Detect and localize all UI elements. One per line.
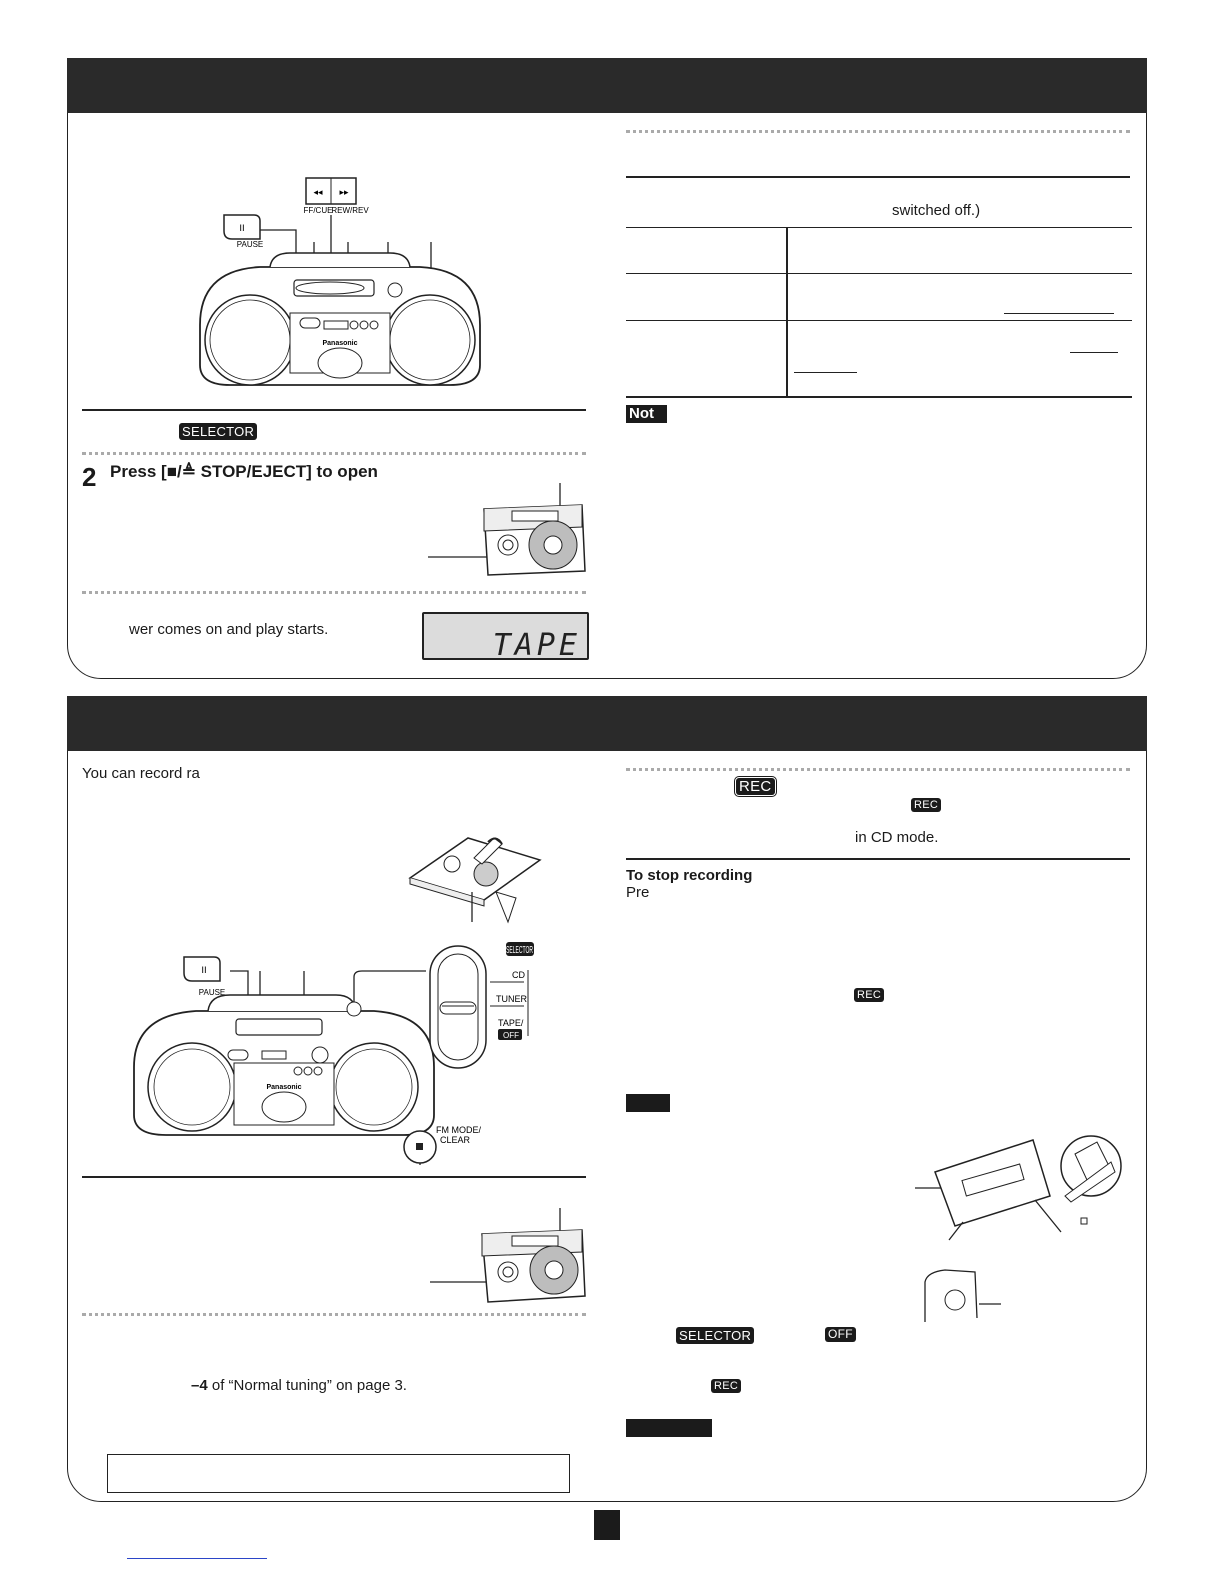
step-3-text: wer comes on and play starts. xyxy=(129,621,329,638)
table-top-rule xyxy=(626,176,1130,178)
rec-badge-small: REC xyxy=(911,798,941,812)
svg-text:◂◂: ◂◂ xyxy=(313,188,323,198)
page-number-marker xyxy=(594,1510,620,1540)
dotted-divider xyxy=(626,768,1130,771)
underline xyxy=(1004,313,1114,314)
selector-cd: CD xyxy=(512,970,525,980)
table-bottom-rule xyxy=(626,396,1132,398)
note-tag-blank xyxy=(626,1094,670,1112)
rewrev-label: REW/REV xyxy=(331,206,369,215)
selector-badge-bottom: SELECTOR xyxy=(676,1327,754,1344)
divider xyxy=(82,409,586,411)
boombox-illustration-top xyxy=(190,175,490,395)
selector-tuner: TUNER xyxy=(496,994,527,1004)
ffcue-label: FF/CUE xyxy=(303,206,333,215)
intro-text: You can record ra xyxy=(82,765,200,782)
footer-link[interactable] xyxy=(127,1558,267,1559)
step-2-instruction: Press [■/≜ STOP/EJECT] to open xyxy=(110,462,378,481)
rec-badge-mid: REC xyxy=(854,988,884,1002)
section-header-bar xyxy=(67,58,1147,113)
selector-badge: SELECTOR xyxy=(179,423,257,440)
selector-tape: TAPE/ xyxy=(498,1018,524,1028)
stop-recording-text: Pre xyxy=(626,884,650,901)
cassette-tab-illustration xyxy=(408,830,543,925)
section-header-bar xyxy=(67,696,1147,751)
off-badge: OFF xyxy=(825,1327,856,1342)
display-text: TAPE xyxy=(492,628,581,663)
table-rule xyxy=(626,320,1132,321)
step-ref-number: –4 xyxy=(191,1377,208,1394)
step-ref-text: of “Normal tuning” on page 3. xyxy=(207,1377,407,1394)
svg-text:▸▸: ▸▸ xyxy=(339,188,349,198)
selector-switch-illustration xyxy=(428,940,538,1070)
table-rule xyxy=(626,227,1132,228)
clear-label: CLEAR xyxy=(440,1135,471,1145)
dotted-divider xyxy=(82,452,586,455)
svg-text:II: II xyxy=(239,224,245,234)
table-rule xyxy=(626,273,1132,274)
erase-prevention-illustration xyxy=(915,1132,1125,1332)
pause-label: PAUSE xyxy=(236,240,264,249)
pause-label: PAUSE xyxy=(198,988,226,997)
empty-note-box xyxy=(107,1454,570,1493)
selector-off: OFF xyxy=(503,1031,519,1040)
tuning-reference xyxy=(191,1377,407,1394)
tape-display xyxy=(422,612,589,663)
divider xyxy=(82,1176,586,1178)
underline xyxy=(794,372,857,373)
cassette-illustration-bottom xyxy=(430,1208,590,1303)
stop-recording-heading: To stop recording xyxy=(626,867,753,884)
brand-label: Panasonic xyxy=(266,1084,302,1091)
note-tag: Not xyxy=(626,405,667,423)
table-caption: switched off.) xyxy=(892,202,981,219)
caution-tag-blank xyxy=(626,1419,712,1437)
brand-label: Panasonic xyxy=(322,340,358,347)
rec-badge-low: REC xyxy=(711,1379,741,1393)
dotted-divider xyxy=(82,591,586,594)
cd-mode-text: in CD mode. xyxy=(855,829,939,846)
boombox-illustration-bottom xyxy=(130,955,481,1165)
svg-text:II: II xyxy=(201,966,207,976)
dotted-divider xyxy=(82,1313,586,1316)
dotted-divider xyxy=(626,130,1130,133)
selector-panel-title: SELECTOR xyxy=(506,945,533,956)
rec-badge: REC xyxy=(736,778,775,795)
underline xyxy=(1070,352,1118,353)
cassette-illustration-top xyxy=(428,483,588,578)
table-column-rule xyxy=(786,227,788,397)
step-number: 2 xyxy=(82,462,97,492)
fm-mode-label: FM MODE/ xyxy=(436,1125,481,1135)
divider xyxy=(626,858,1130,860)
